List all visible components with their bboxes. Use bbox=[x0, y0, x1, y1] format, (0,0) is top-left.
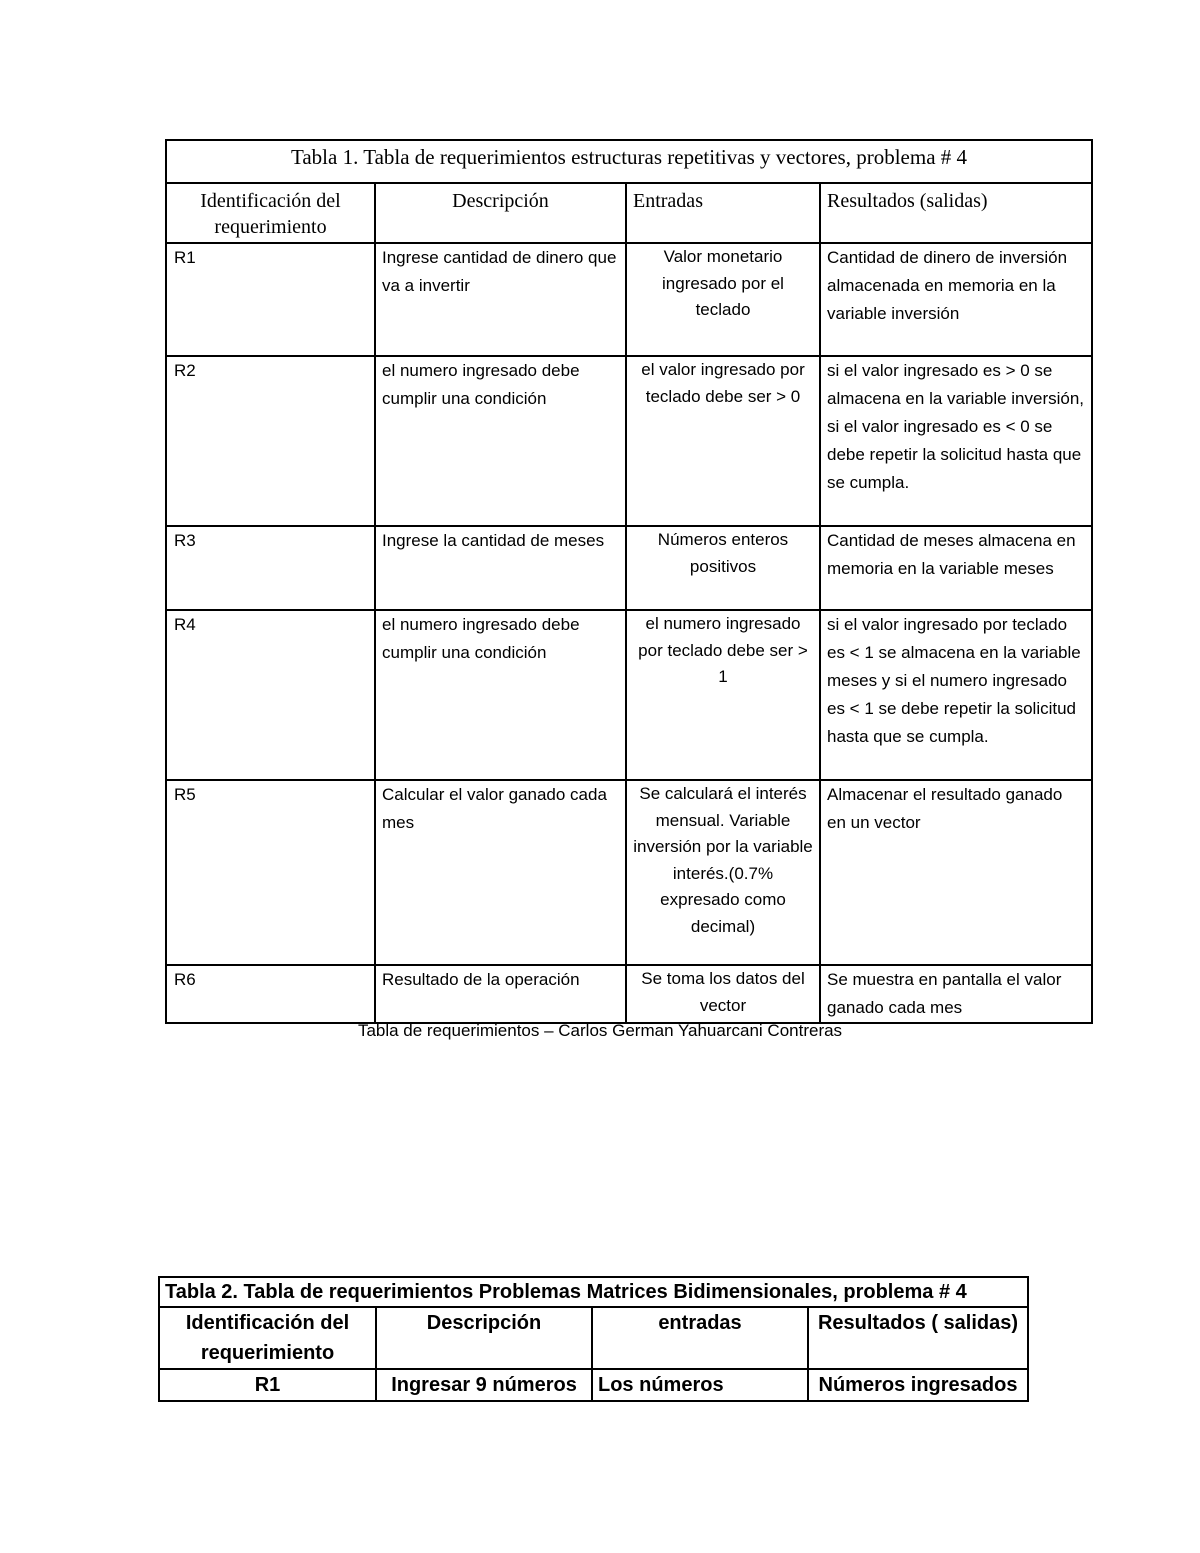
table-1-title: Tabla 1. Tabla de requerimientos estructuras repetitivas y vectores, problema # 4 bbox=[166, 140, 1092, 183]
row-id: R2 bbox=[166, 356, 375, 526]
table-row bbox=[166, 610, 1092, 780]
table-2-title: Tabla 2. Tabla de requerimientos Problemas Matrices Bidimensionales, problema # 4 bbox=[159, 1277, 1028, 1307]
header-descripcion: Descripción bbox=[376, 1307, 592, 1369]
table-2-header-row bbox=[159, 1307, 1028, 1369]
table-row bbox=[166, 356, 1092, 526]
header-identificacion: Identificación del requerimiento bbox=[166, 183, 375, 243]
row-entradas: el valor ingresado por teclado debe ser > 0 bbox=[626, 356, 820, 526]
header-identificacion: Identificación del requerimiento bbox=[159, 1307, 376, 1369]
row-descripcion: el numero ingresado debe cumplir una condición bbox=[375, 610, 626, 780]
row-resultados: si el valor ingresado es > 0 se almacena en la variable inversión, si el valor ingresado es < 0 se debe repetir la solicitud hasta que se cumpla. bbox=[820, 356, 1092, 526]
row-resultados: Números ingresados bbox=[808, 1369, 1028, 1401]
table-1-caption: Tabla de requerimientos – Carlos German Yahuarcani Contreras bbox=[357, 1021, 843, 1040]
row-descripcion: Resultado de la operación bbox=[375, 965, 626, 1023]
row-id: R1 bbox=[159, 1369, 376, 1401]
row-resultados: Se muestra en pantalla el valor ganado cada mes bbox=[820, 965, 1092, 1023]
row-entradas: Números enteros positivos bbox=[626, 526, 820, 610]
row-entradas: el numero ingresado por teclado debe ser > 1 bbox=[626, 610, 820, 780]
header-descripcion: Descripción bbox=[375, 183, 626, 243]
row-resultados: si el valor ingresado por teclado es < 1 se almacena en la variable meses y si el numero ingresado es < 1 se debe repetir la solicitud hasta que se cumpla. bbox=[820, 610, 1092, 780]
table-row bbox=[166, 965, 1092, 1023]
requirements-table-2 bbox=[158, 1276, 1029, 1402]
table-row bbox=[166, 243, 1092, 356]
row-entradas: Valor monetario ingresado por el teclado bbox=[626, 243, 820, 356]
row-descripcion: Ingresar 9 números bbox=[376, 1369, 592, 1401]
header-resultados: Resultados ( salidas) bbox=[808, 1307, 1028, 1369]
row-id: R6 bbox=[166, 965, 375, 1023]
row-id: R1 bbox=[166, 243, 375, 356]
table-row bbox=[166, 780, 1092, 965]
row-entradas: Se toma los datos del vector bbox=[626, 965, 820, 1023]
row-descripcion: Ingrese la cantidad de meses bbox=[375, 526, 626, 610]
header-resultados: Resultados (salidas) bbox=[820, 183, 1092, 243]
table-row bbox=[159, 1369, 1028, 1401]
row-id: R4 bbox=[166, 610, 375, 780]
header-entradas: entradas bbox=[592, 1307, 808, 1369]
row-descripcion: el numero ingresado debe cumplir una condición bbox=[375, 356, 626, 526]
row-id: R5 bbox=[166, 780, 375, 965]
row-entradas: Los números bbox=[592, 1369, 808, 1401]
table-1-header-row bbox=[166, 183, 1092, 243]
row-resultados: Cantidad de meses almacena en memoria en la variable meses bbox=[820, 526, 1092, 610]
row-entradas: Se calculará el interés mensual. Variable inversión por la variable interés.(0.7% expresado como decimal) bbox=[626, 780, 820, 965]
table-row bbox=[166, 526, 1092, 610]
row-id: R3 bbox=[166, 526, 375, 610]
row-resultados: Cantidad de dinero de inversión almacenada en memoria en la variable inversión bbox=[820, 243, 1092, 356]
header-entradas: Entradas bbox=[626, 183, 820, 243]
requirements-table-1 bbox=[165, 139, 1093, 1024]
row-descripcion: Ingrese cantidad de dinero que va a invertir bbox=[375, 243, 626, 356]
row-resultados: Almacenar el resultado ganado en un vector bbox=[820, 780, 1092, 965]
row-descripcion: Calcular el valor ganado cada mes bbox=[375, 780, 626, 965]
